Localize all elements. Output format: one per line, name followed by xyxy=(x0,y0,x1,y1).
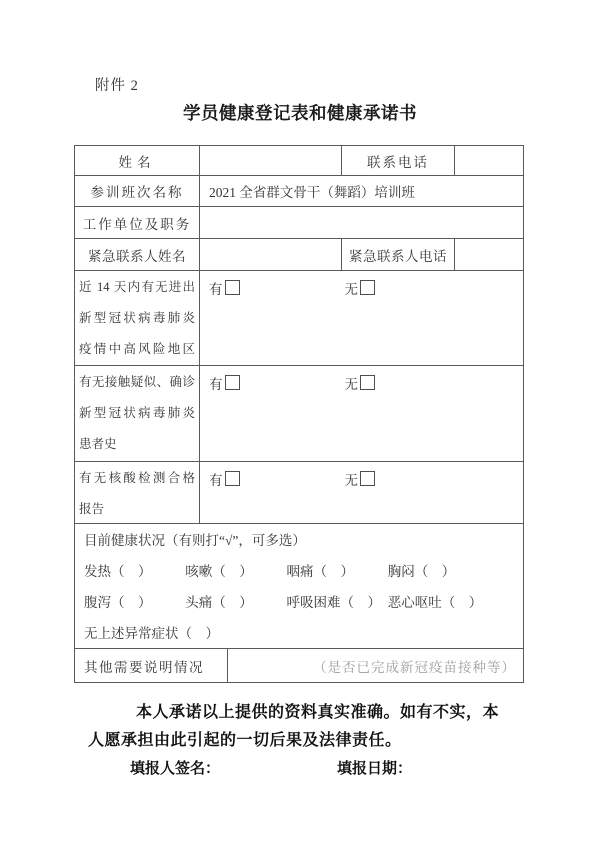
yes-checkbox[interactable] xyxy=(225,471,240,486)
symptom-options-line: 发热（ ） 咳嗽（ ） 咽痛（ ） 胸闷（ ） xyxy=(84,564,456,579)
table-row-test-report xyxy=(75,462,523,524)
phone-input-cell[interactable] xyxy=(455,146,523,175)
no-label: 无 xyxy=(344,472,358,488)
other-notes-input-cell[interactable] xyxy=(228,649,523,682)
class-name-value-cell: 2021 全省群文骨干（舞蹈）培训班 xyxy=(209,185,415,200)
case-contact-label-cell xyxy=(75,366,200,461)
table-row-case-contact xyxy=(75,366,523,462)
table-row-work-unit xyxy=(75,207,523,239)
attachment-label: 附件 2 xyxy=(95,78,139,94)
case-contact-label-line: 新型冠状病毒肺炎 xyxy=(79,406,195,420)
yes-label: 有 xyxy=(209,281,223,297)
table-row-class-name xyxy=(75,176,523,207)
case-contact-label-line: 患者史 xyxy=(79,437,117,451)
work-unit-input-cell[interactable] xyxy=(200,207,523,238)
no-checkbox[interactable] xyxy=(360,471,375,486)
yes-option xyxy=(209,278,240,298)
health-status-cell xyxy=(75,524,523,648)
case-contact-label-line: 有无接触疑似、确诊 xyxy=(79,375,195,389)
yes-label: 有 xyxy=(209,472,223,488)
table-row-other-notes xyxy=(75,649,523,682)
no-label: 无 xyxy=(344,376,358,392)
yes-label: 有 xyxy=(209,376,223,392)
no-option xyxy=(345,373,376,393)
work-unit-label-cell: 工作单位及职务 xyxy=(75,207,200,238)
yes-option xyxy=(209,373,240,393)
other-notes-label-cell: 其他需要说明情况 xyxy=(75,649,228,682)
table-row-emergency-contact xyxy=(75,239,523,271)
other-notes-placeholder: （是否已完成新冠疫苗接种等） xyxy=(313,659,516,675)
no-option xyxy=(345,469,376,489)
health-registration-table xyxy=(74,145,524,683)
page-title: 学员健康登记表和健康承诺书 xyxy=(183,103,417,123)
emergency-phone-input-cell[interactable] xyxy=(455,239,523,270)
signer-label: 填报人签名： xyxy=(130,760,221,777)
table-row-health-status xyxy=(75,524,523,649)
yes-checkbox[interactable] xyxy=(225,280,240,295)
no-checkbox[interactable] xyxy=(360,375,375,390)
no-checkbox[interactable] xyxy=(360,280,375,295)
yes-checkbox[interactable] xyxy=(225,375,240,390)
table-row-name-phone xyxy=(75,146,523,176)
risk-area-options-cell xyxy=(200,271,523,365)
test-report-label-line: 报告 xyxy=(79,502,105,516)
emergency-name-label-cell: 紧急联系人姓名 xyxy=(75,239,200,270)
phone-label-cell: 联系电话 xyxy=(342,146,455,175)
signature-line xyxy=(0,757,600,777)
emergency-name-input-cell[interactable] xyxy=(200,239,342,270)
no-label: 无 xyxy=(344,281,358,297)
test-report-label-cell xyxy=(75,462,200,523)
health-status-header: 目前健康状况（有则打“√”，可多选） xyxy=(84,533,306,548)
commitment-statement: 本人承诺以上提供的资料真实准确。如有不实，本人愿承担由此引起的一切后果及法律责任。 xyxy=(88,704,500,749)
symptom-options-line: 无上述异常症状（ ） xyxy=(84,626,219,641)
case-contact-options-cell xyxy=(200,366,523,461)
risk-area-label-cell xyxy=(75,271,200,365)
no-option xyxy=(345,278,376,298)
risk-area-label-line: 新型冠状病毒肺炎 xyxy=(79,311,195,325)
name-label-cell: 姓名 xyxy=(75,146,200,175)
class-name-label-cell: 参训班次名称 xyxy=(75,176,200,206)
risk-area-label-line: 近 14 天内有无进出 xyxy=(79,280,195,294)
emergency-phone-label-cell: 紧急联系人电话 xyxy=(342,239,455,270)
test-report-label-line: 有无核酸检测合格 xyxy=(79,471,195,485)
name-input-cell[interactable] xyxy=(200,146,342,175)
table-row-risk-area xyxy=(75,271,523,366)
date-label: 填报日期： xyxy=(337,760,413,777)
symptom-options-line: 腹泻（ ） 头痛（ ） 呼吸困难（ ） 恶心呕吐（ ） xyxy=(84,595,483,610)
risk-area-label-line: 疫情中高风险地区 xyxy=(79,342,195,356)
yes-option xyxy=(209,469,240,489)
test-report-options-cell xyxy=(200,462,523,523)
